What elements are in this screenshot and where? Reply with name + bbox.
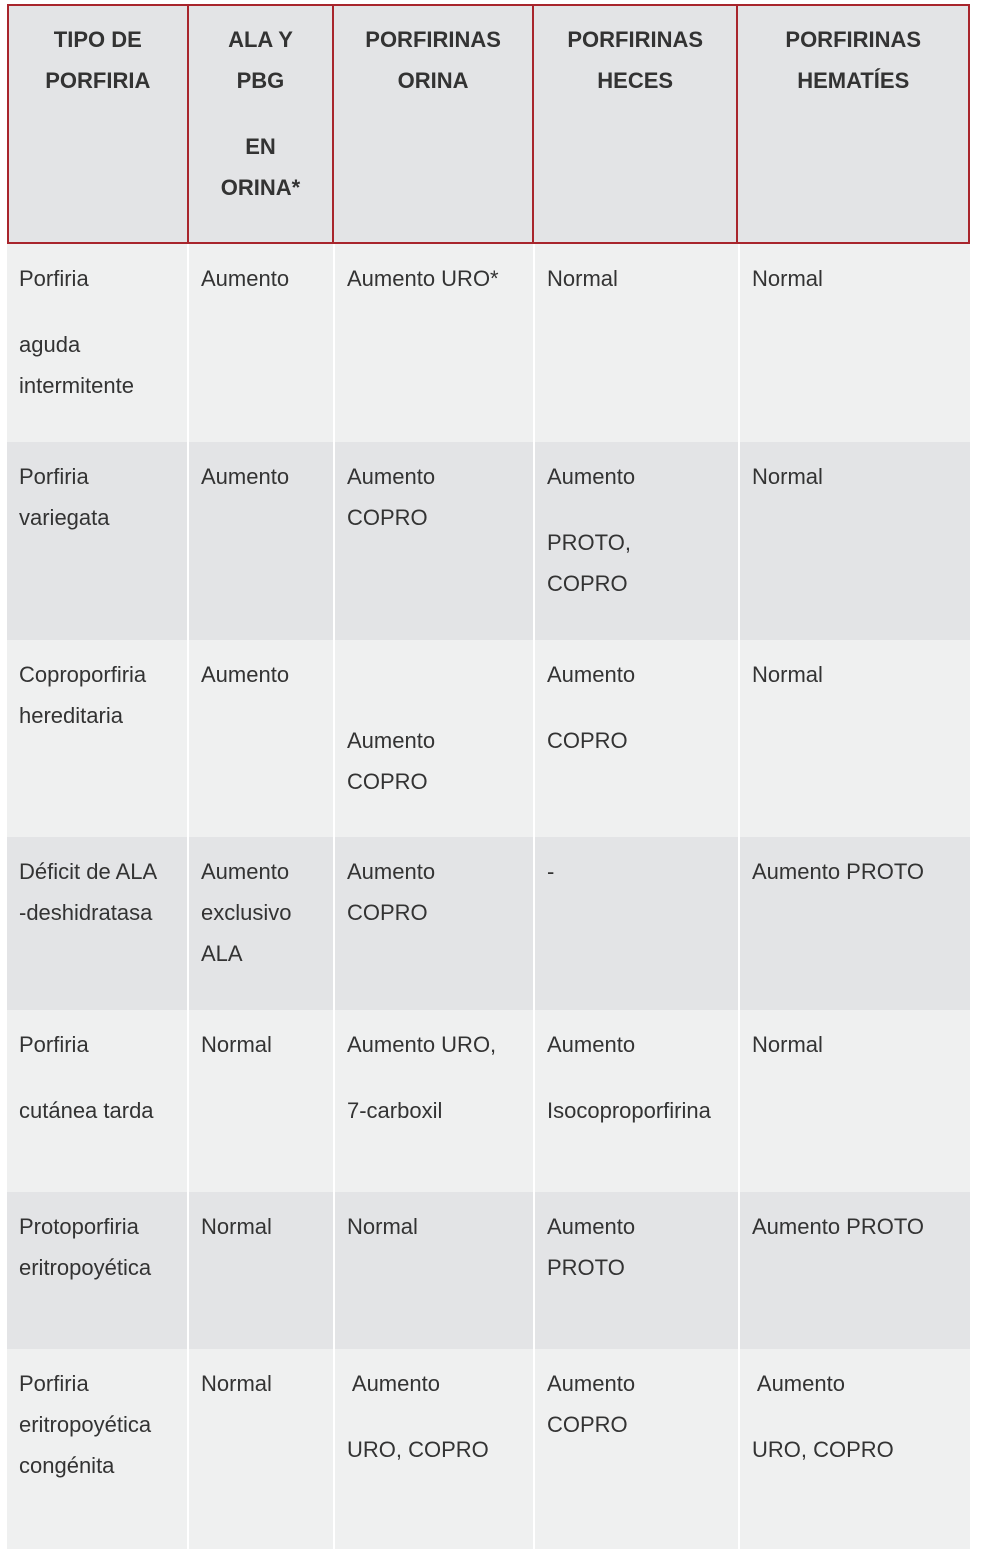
table-row — [7, 837, 970, 1010]
cell-orina: Normal — [333, 1192, 533, 1349]
porphyria-table — [7, 4, 970, 1549]
cell-tipo: Porfiria aguda intermitente — [7, 244, 187, 442]
cell-heces: Aumento COPRO — [533, 1349, 738, 1549]
cell-tipo: Coproporfiria hereditaria — [7, 640, 187, 837]
cell-hematies: Normal — [738, 244, 970, 442]
cell-hematies: Aumento PROTO — [738, 1192, 970, 1349]
cell-ala-pbg: Aumento exclusivo ALA — [187, 837, 333, 1010]
cell-heces: Aumento PROTO, COPRO — [533, 442, 738, 640]
cell-ala-pbg: Aumento — [187, 640, 333, 837]
cell-ala-pbg: Aumento — [187, 442, 333, 640]
header-tipo-porfiria: TIPO DE PORFIRIA — [7, 4, 189, 244]
cell-orina: Aumento URO, COPRO — [333, 1349, 533, 1549]
header-porfirinas-heces: PORFIRINAS HECES — [532, 4, 739, 244]
cell-ala-pbg: Aumento — [187, 244, 333, 442]
cell-heces: Normal — [533, 244, 738, 442]
cell-hematies: Aumento URO, COPRO — [738, 1349, 970, 1549]
cell-tipo: Porfiria eritropoyética congénita — [7, 1349, 187, 1549]
table-row — [7, 442, 970, 640]
table-row — [7, 640, 970, 837]
cell-heces: Aumento Isocoproporfirina — [533, 1010, 738, 1192]
cell-heces: - — [533, 837, 738, 1010]
cell-ala-pbg: Normal — [187, 1010, 333, 1192]
cell-tipo: Porfiria cutánea tarda — [7, 1010, 187, 1192]
table-row — [7, 1010, 970, 1192]
cell-orina: Aumento URO* — [333, 244, 533, 442]
header-porfirinas-hematies: PORFIRINAS HEMATÍES — [736, 4, 970, 244]
cell-tipo: Protoporfiria eritropoyética — [7, 1192, 187, 1349]
table-header-row — [7, 4, 970, 244]
cell-orina: Aumento COPRO — [333, 837, 533, 1010]
cell-tipo: Porfiria variegata — [7, 442, 187, 640]
cell-hematies: Normal — [738, 442, 970, 640]
cell-ala-pbg: Normal — [187, 1349, 333, 1549]
cell-orina: Aumento COPRO — [333, 640, 533, 837]
cell-hematies: Aumento PROTO — [738, 837, 970, 1010]
table-row — [7, 1192, 970, 1349]
header-porfirinas-orina: PORFIRINAS ORINA — [332, 4, 534, 244]
cell-orina: Aumento COPRO — [333, 442, 533, 640]
cell-heces: Aumento COPRO — [533, 640, 738, 837]
cell-orina: Aumento URO, 7-carboxil — [333, 1010, 533, 1192]
header-ala-pbg-orina: ALA Y PBG EN ORINA* — [187, 4, 335, 244]
cell-hematies: Normal — [738, 640, 970, 837]
cell-ala-pbg: Normal — [187, 1192, 333, 1349]
cell-tipo: Déficit de ALA -deshidratasa — [7, 837, 187, 1010]
cell-heces: Aumento PROTO — [533, 1192, 738, 1349]
table-row — [7, 1349, 970, 1549]
table-row — [7, 244, 970, 442]
cell-hematies: Normal — [738, 1010, 970, 1192]
